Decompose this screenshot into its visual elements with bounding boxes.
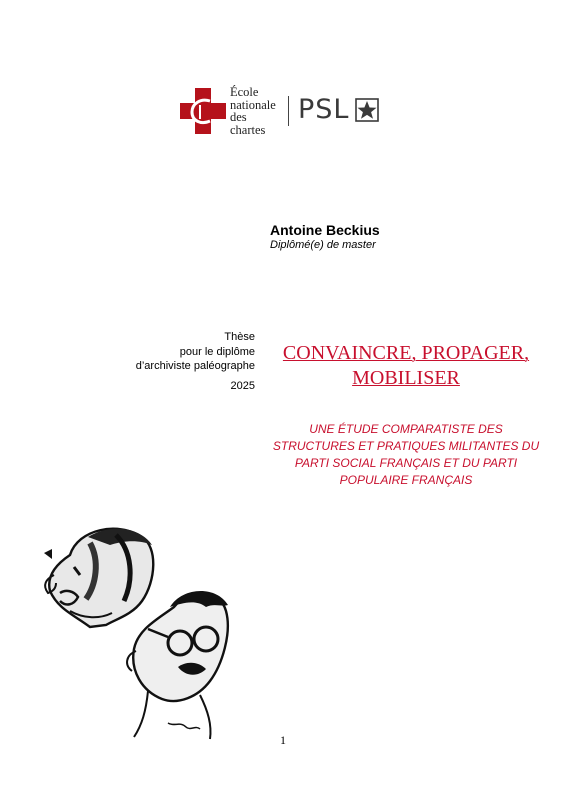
thesis-info bbox=[136, 330, 255, 393]
thesis-label: Thèse bbox=[224, 331, 255, 343]
thesis-diploma: pour le diplôme bbox=[179, 345, 255, 358]
school-name-line: École bbox=[230, 85, 259, 99]
thesis-diploma-type: d’archiviste paléographe bbox=[135, 360, 255, 372]
page-number: 1 bbox=[280, 733, 286, 747]
author-name: Antoine Beckius bbox=[270, 222, 380, 238]
school-name-line: chartes bbox=[230, 122, 266, 137]
psl-logo-text: PSL bbox=[298, 94, 350, 125]
logo-divider bbox=[288, 96, 289, 126]
school-name bbox=[230, 86, 276, 136]
institution-logos bbox=[180, 84, 390, 140]
thesis-subtitle: UNE ÉTUDE COMPARATISTE DES STRUCTURES ET PRATIQUES MILITANTES DU PARTI SOCIAL FRANÇAIS ET DU PARTI POPULAIRE FRANÇAIS bbox=[272, 422, 540, 487]
ecole-des-chartes-logo-icon bbox=[180, 88, 226, 134]
school-name-line: nationale bbox=[230, 97, 276, 112]
star-icon bbox=[355, 98, 379, 122]
thesis-year: 2025 bbox=[230, 379, 255, 392]
caricature-drawing-icon bbox=[30, 515, 260, 745]
school-name-line: des bbox=[230, 110, 247, 124]
author-role: Diplômé(e) de master bbox=[270, 239, 376, 251]
thesis-title: CONVAINCRE, PROPAGER, MOBILISER bbox=[282, 342, 530, 389]
